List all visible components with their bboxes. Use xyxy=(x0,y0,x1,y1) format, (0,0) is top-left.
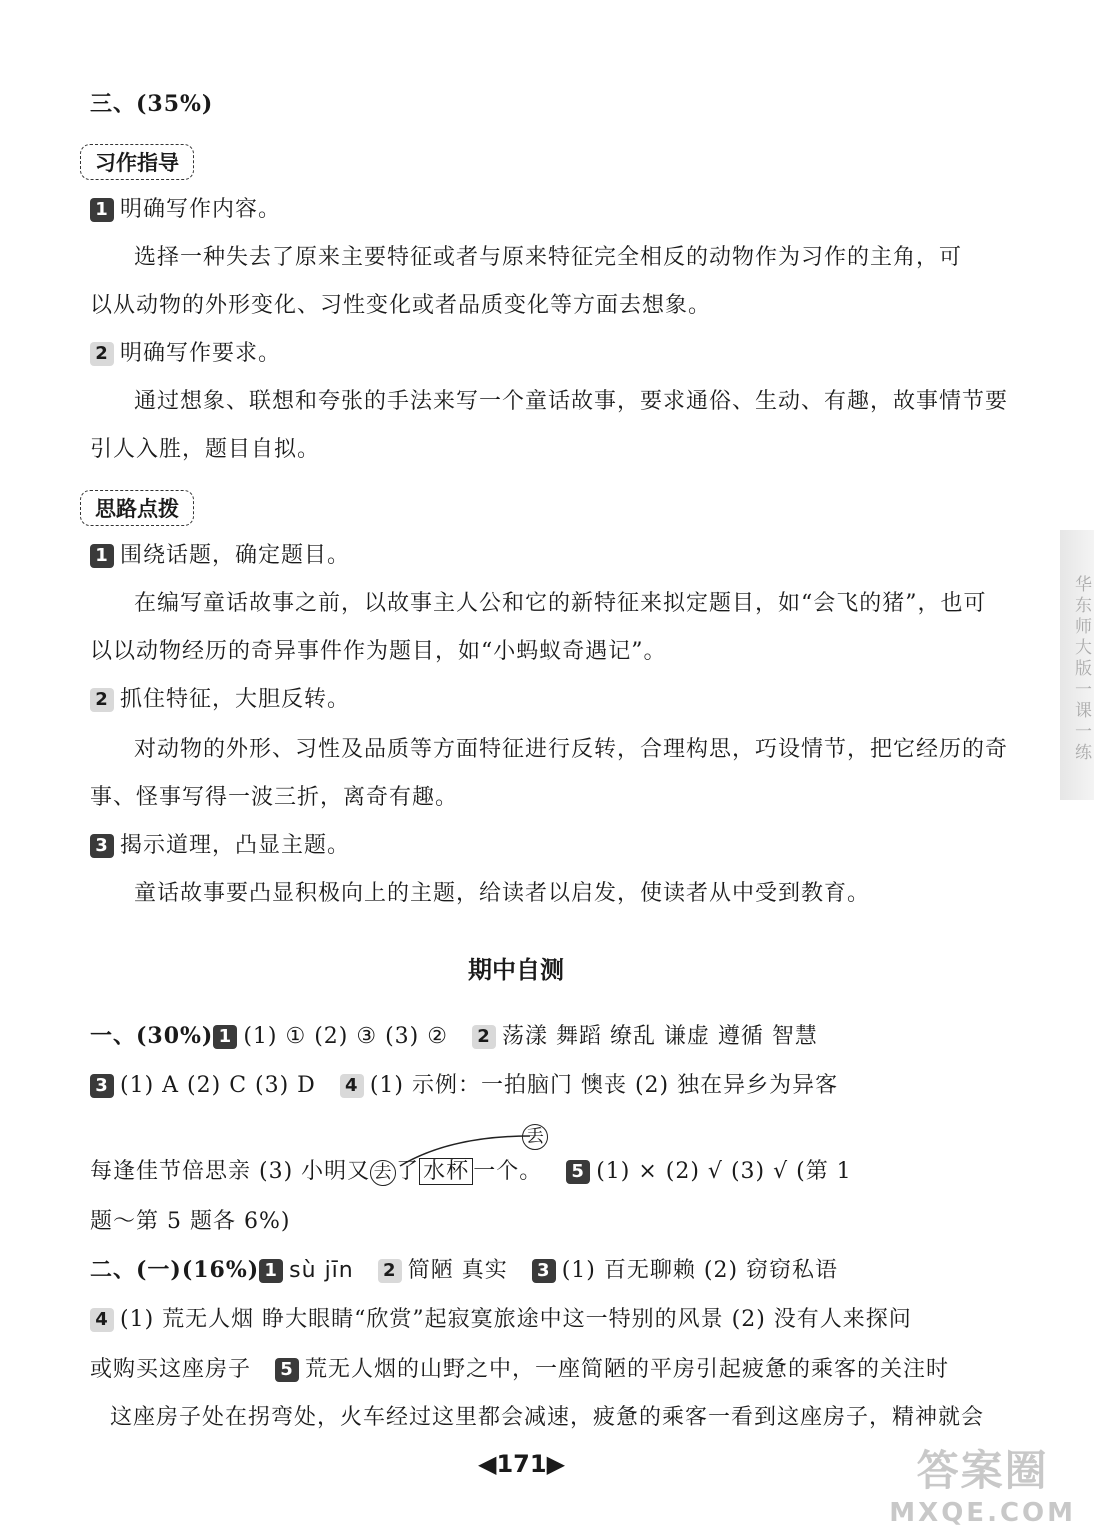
ideas-item-2-title: 2 抓住特征，大胆反转。 xyxy=(90,686,350,714)
paragraph-line: 选择一种失去了原来主要特征或者与原来特征完全相反的动物作为习作的主角，可 xyxy=(134,245,963,270)
number-badge: 3 xyxy=(532,1259,556,1283)
guide-item-1-title: 1 明确写作内容。 xyxy=(90,196,281,224)
ideas-tag: 思路点拨 xyxy=(80,490,194,526)
paragraph-line: 在编写童话故事之前，以故事主人公和它的新特征来拟定题目，如“会飞的猪”，也可 xyxy=(134,591,987,616)
number-badge: 2 xyxy=(378,1259,402,1283)
midterm-title: 期中自测 xyxy=(468,956,564,984)
ideas-item-3-title: 3 揭示道理，凸显主题。 xyxy=(90,832,350,860)
ideas-item-1-title: 1 围绕话题，确定题目。 xyxy=(90,542,350,570)
number-badge: 4 xyxy=(340,1074,364,1098)
side-tab: 华东师大版一课一练 xyxy=(1060,530,1094,800)
number-badge: 3 xyxy=(90,834,114,858)
midterm-row-6: 4 (1) 荒无人烟 睁大眼睛“欣赏”起寂寞旅途中这一特别的风景 (2) 没有人来探问 xyxy=(90,1306,912,1334)
guide-item-2-title: 2 明确写作要求。 xyxy=(90,340,281,368)
number-badge: 2 xyxy=(90,342,114,366)
watermark-logo: 答案圈 MXQE.COM xyxy=(889,1446,1076,1528)
number-badge: 5 xyxy=(275,1358,299,1382)
paragraph-line: 对动物的外形、习性及品质等方面特征进行反转，合理构思，巧设情节，把它经历的奇 xyxy=(134,737,1009,762)
number-badge: 2 xyxy=(90,688,114,712)
paragraph-line: 以从动物的外形变化、习性变化或者品质变化等方面去想象。 xyxy=(90,293,712,318)
number-badge: 1 xyxy=(90,198,114,222)
correction-mark: 丢 xyxy=(522,1124,548,1150)
paragraph-line: 事、怪事写得一波三折，离奇有趣。 xyxy=(90,785,459,810)
number-badge: 2 xyxy=(472,1025,496,1049)
midterm-row-2: 3 (1) A (2) C (3) D 4 (1) 示例：一拍脑门 懊丧 (2) 独在异乡为异客 xyxy=(90,1072,838,1100)
paragraph-line: 童话故事要凸显积极向上的主题，给读者以启发，使读者从中受到教育。 xyxy=(134,881,871,906)
paragraph-line: 通过想象、联想和夸张的手法来写一个童话故事，要求通俗、生动、有趣，故事情节要 xyxy=(134,389,1009,414)
section-three-heading: 三、(35%) xyxy=(90,91,214,117)
number-badge: 4 xyxy=(90,1308,114,1332)
midterm-row-7: 或购买这座房子 5 荒无人烟的山野之中，一座简陋的平房引起疲惫的乘客的关注时 xyxy=(90,1357,950,1382)
midterm-row-1: 一、(30%) 1 (1) ① (2) ③ (3) ② 2 荡漾 舞蹈 缭乱 谦虚 遵循 智慧 xyxy=(90,1023,818,1049)
guide-tag: 习作指导 xyxy=(80,144,194,180)
midterm-row-8: 这座房子处在拐弯处，火车经过这里都会减速，疲惫的乘客一看到这座房子，精神就会 xyxy=(110,1405,985,1430)
number-badge: 1 xyxy=(259,1259,283,1283)
midterm-row-5: 二、(一)(16%) 1 sù jīn 2 简陋 真实 3 (1) 百无聊赖 (2) 窃窃私语 xyxy=(90,1257,839,1283)
number-badge: 5 xyxy=(566,1160,590,1184)
page-number: ◀171▶ xyxy=(478,1450,566,1478)
midterm-row-3: 每逢佳节倍思亲 (3) 小明又 去 了 水杯 一个。 5 (1) × (2) √ (3) √ (第 1 xyxy=(90,1159,852,1184)
number-badge: 1 xyxy=(213,1025,237,1049)
midterm-row-4: 题～第 5 题各 6%) xyxy=(90,1209,291,1234)
paragraph-line: 引人入胜，题目自拟。 xyxy=(90,437,321,462)
paragraph-line: 以以动物经历的奇异事件作为题目，如“小蚂蚁奇遇记”。 xyxy=(90,639,667,664)
number-badge: 1 xyxy=(90,544,114,568)
number-badge: 3 xyxy=(90,1074,114,1098)
